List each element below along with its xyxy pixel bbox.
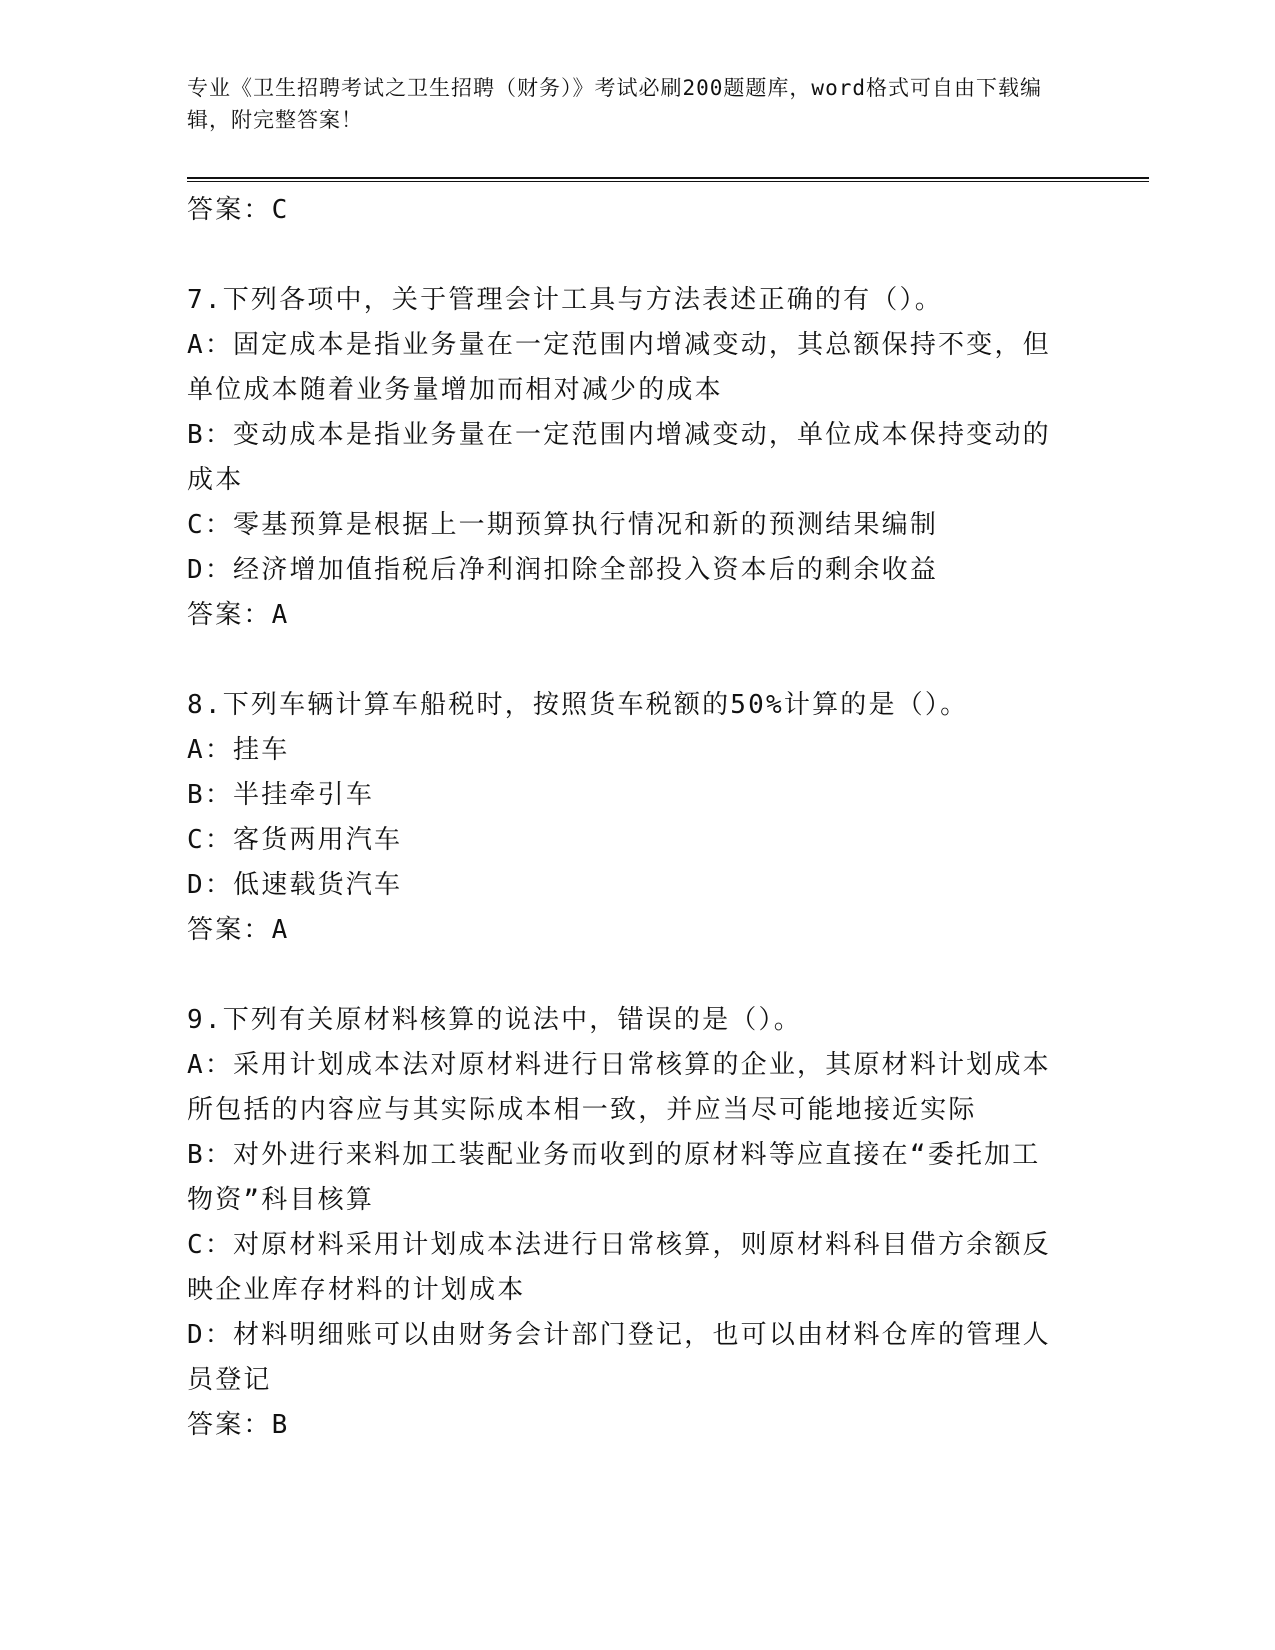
option-b: B：对外进行来料加工装配业务而收到的原材料等应直接在“委托加工物资”科目核算	[187, 1140, 1041, 1215]
header-rule-thick	[187, 177, 1149, 179]
option-a: A：固定成本是指业务量在一定范围内增减变动，其总额保持不变，但单位成本随着业务量增加而相对减少的成本	[187, 330, 1051, 405]
question-stem: 7.下列各项中，关于管理会计工具与方法表述正确的有（）。	[187, 285, 943, 315]
question-7	[187, 278, 1067, 638]
document-header: 专业《卫生招聘考试之卫生招聘（财务）》考试必刷200题题库，word格式可自由下载编辑，附完整答案！	[187, 76, 1042, 132]
question-9	[187, 998, 1067, 1448]
option-a: A：采用计划成本法对原材料进行日常核算的企业，其原材料计划成本所包括的内容应与其实际成本相一致，并应当尽可能地接近实际	[187, 1050, 1051, 1125]
option-d: D：经济增加值指税后净利润扣除全部投入资本后的剩余收益	[187, 555, 939, 585]
option-b: B：变动成本是指业务量在一定范围内增减变动，单位成本保持变动的成本	[187, 420, 1051, 495]
option-c: C：客货两用汽车	[187, 825, 403, 855]
answer: 答案：A	[187, 915, 290, 945]
option-d: D：材料明细账可以由财务会计部门登记，也可以由材料仓库的管理人员登记	[187, 1320, 1051, 1395]
question-8	[187, 683, 1067, 953]
question-stem: 9.下列有关原材料核算的说法中，错误的是（）。	[187, 1005, 802, 1035]
option-a: A：挂车	[187, 735, 290, 765]
answer: 答案：A	[187, 600, 290, 630]
option-c: C：零基预算是根据上一期预算执行情况和新的预测结果编制	[187, 510, 939, 540]
header-rule-thin	[187, 181, 1149, 182]
question-list	[187, 188, 1067, 1448]
option-d: D：低速载货汽车	[187, 870, 403, 900]
previous-answer: 答案：C	[187, 195, 290, 225]
answer: 答案：B	[187, 1410, 290, 1440]
option-c: C：对原材料采用计划成本法进行日常核算，则原材料科目借方余额反映企业库存材料的计划成本	[187, 1230, 1051, 1305]
question-stem: 8.下列车辆计算车船税时，按照货车税额的50%计算的是（）。	[187, 690, 969, 720]
option-b: B：半挂牵引车	[187, 780, 375, 810]
